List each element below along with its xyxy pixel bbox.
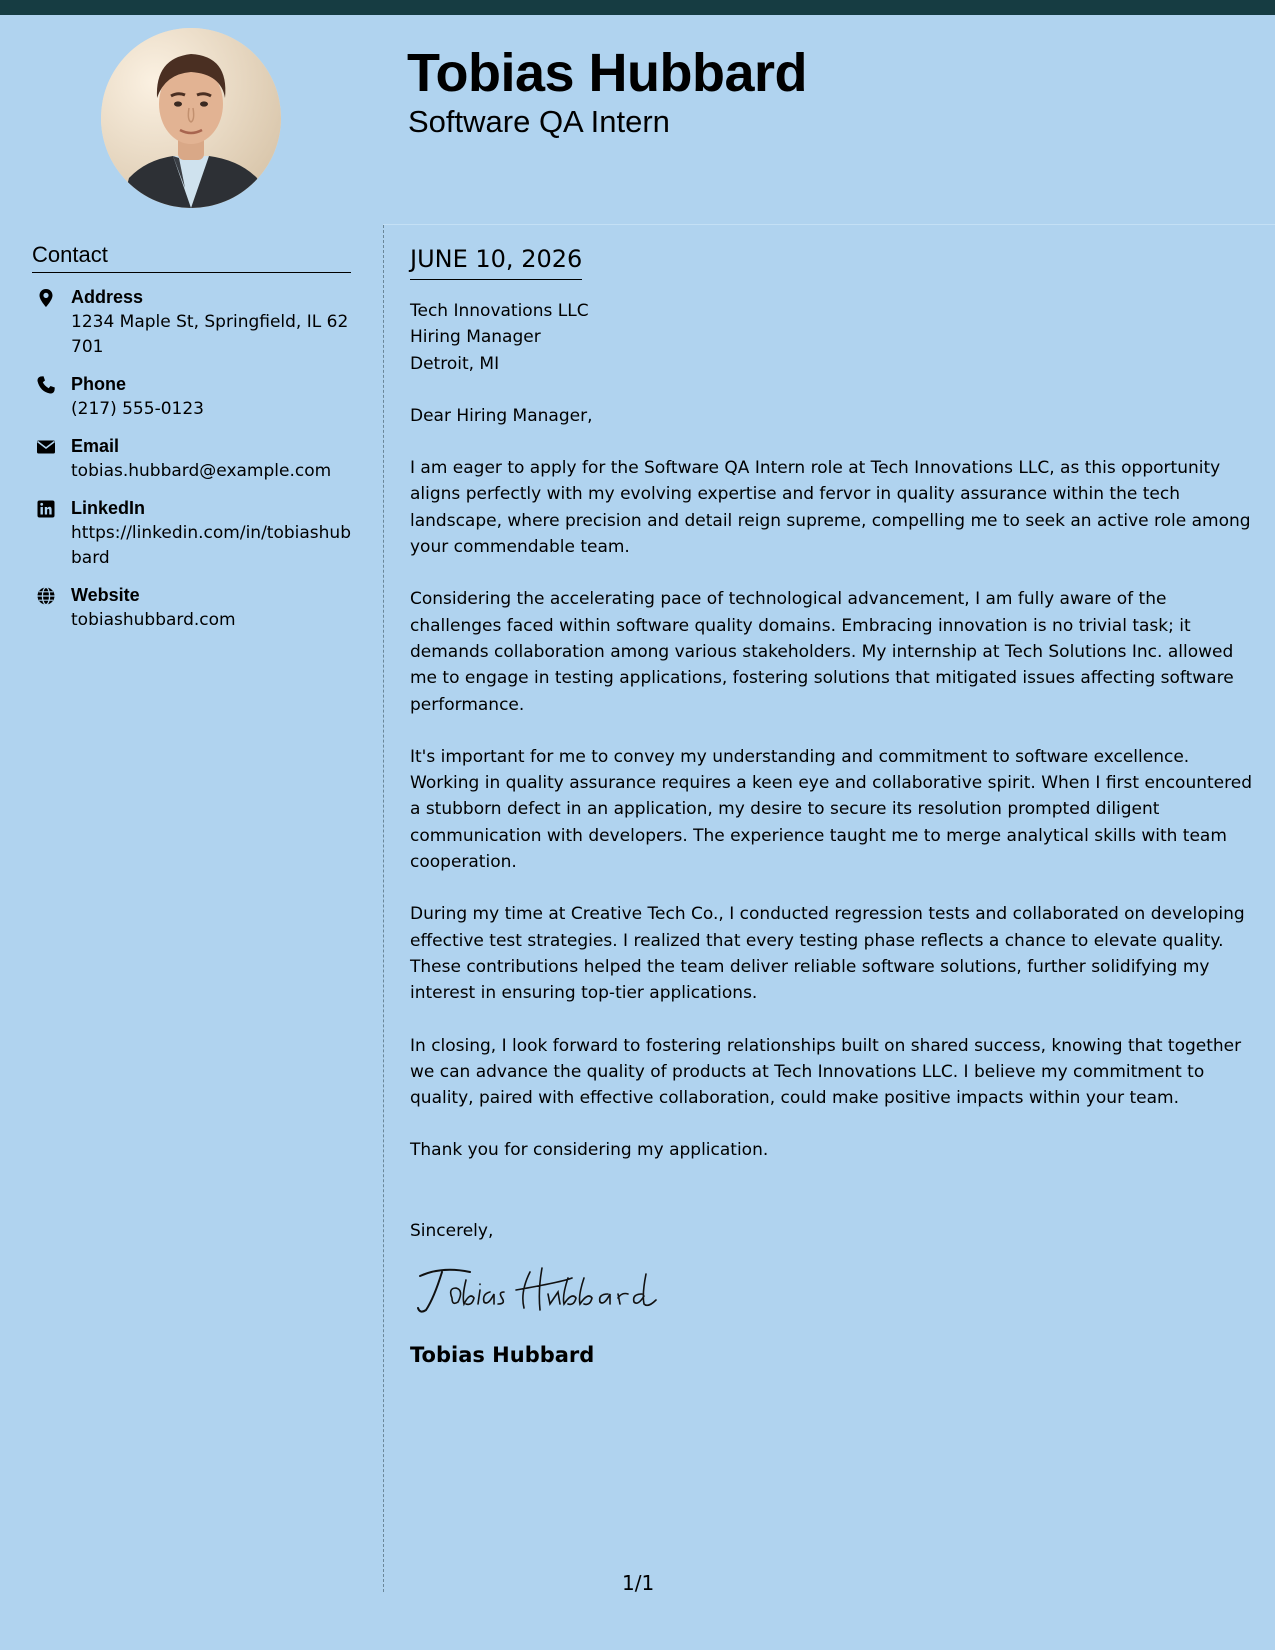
map-pin-icon xyxy=(36,288,56,308)
linkedin-icon xyxy=(36,499,56,519)
address-value: 1234 Maple St, Springfield, IL 62701 xyxy=(71,312,349,357)
contact-label: Website xyxy=(71,585,140,605)
top-accent-bar xyxy=(0,0,1275,15)
recipient-block xyxy=(410,298,1253,377)
signature xyxy=(412,1258,672,1322)
website-value[interactable]: tobiashubbard.com xyxy=(71,610,236,630)
recipient-company: Tech Innovations LLC xyxy=(410,301,589,321)
paragraph-2: Considering the accelerating pace of technological advancement, I am fully aware of the challenges faced within software quality domains. Embracing innovation is no trivial task; it demands collaboration among various stakeholders. My internship at Tech Solutions Inc. allowed me to engage in testing applications, fostering solutions that mitigated issues affecting software performance. xyxy=(410,589,1234,715)
contact-sidebar xyxy=(32,240,351,645)
email-value[interactable]: tobias.hubbard@example.com xyxy=(71,461,332,481)
paragraph-3: It's important for me to convey my understanding and commitment to software excellence. Working in quality assurance requires a keen eye and collaborative spirit. When I first encountered a stubborn defect in an application, my desire to secure its resolution prompted diligent communication with developers. The experience taught me to merge analytical skills with team cooperation. xyxy=(410,746,1252,873)
contact-email xyxy=(32,434,351,484)
phone-icon xyxy=(36,375,56,395)
contact-label: Phone xyxy=(71,374,127,394)
candidate-name: Tobias Hubbard xyxy=(407,43,808,103)
globe-icon xyxy=(36,586,56,606)
contact-phone xyxy=(32,372,351,422)
contact-label: LinkedIn xyxy=(71,498,146,518)
recipient-title: Hiring Manager xyxy=(410,327,541,348)
profile-photo xyxy=(101,28,281,208)
paragraph-4: During my time at Creative Tech Co., I conducted regression tests and collaborated on developing effective test strategies. I realized that every testing phase reflects a chance to elevate quality. These contributions helped the team deliver reliable software solutions, further solidifying my interest in ensuring top-tier applications. xyxy=(410,904,1245,1004)
linkedin-value[interactable]: https://linkedin.com/in/tobiashubbard xyxy=(71,523,352,568)
letter-date: JUNE 10, 2026 xyxy=(410,242,582,280)
envelope-icon xyxy=(36,437,56,457)
contact-website xyxy=(32,583,351,633)
contact-heading: Contact xyxy=(32,240,351,273)
header-divider xyxy=(383,224,1275,225)
recipient-location: Detroit, MI xyxy=(410,353,500,374)
contact-label: Email xyxy=(71,436,120,456)
contact-label: Address xyxy=(71,287,144,307)
closing: Sincerely, xyxy=(410,1220,494,1241)
job-title: Software QA Intern xyxy=(408,104,670,139)
paragraph-5: In closing, I look forward to fostering relationships built on shared success, knowing that together we can advance the quality of products at Tech Innovations LLC. I believe my commitment to quality, paired with effective collaboration, could make positive impacts within your team. xyxy=(410,1035,1242,1109)
signer-name: Tobias Hubbard xyxy=(410,1343,595,1368)
paragraph-1: I am eager to apply for the Software QA Intern role at Tech Innovations LLC, as this opportunity aligns perfectly with my evolving expertise and fervor in quality assurance within the tech landscape, where precision and detail reign supreme, compelling me to seek an active role among your commendable team. xyxy=(410,458,1251,558)
page-number: 1/1 xyxy=(622,1571,655,1595)
salutation: Dear Hiring Manager, xyxy=(410,405,593,426)
paragraph-6: Thank you for considering my application. xyxy=(410,1140,769,1161)
contact-linkedin xyxy=(32,496,351,571)
column-divider xyxy=(383,225,384,1592)
letter-body xyxy=(410,242,1253,1370)
contact-address xyxy=(32,285,351,360)
phone-value[interactable]: (217) 555-0123 xyxy=(71,399,204,419)
